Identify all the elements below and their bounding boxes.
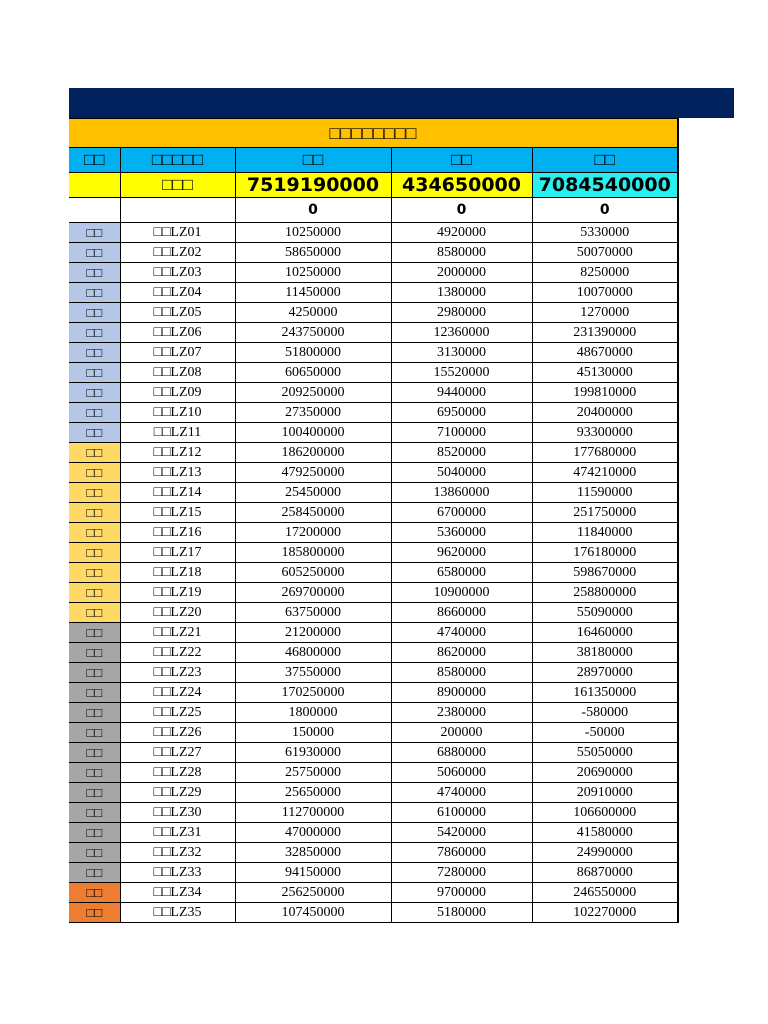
row-col1-cell[interactable]: 47000000 [235,823,391,843]
row-col1-cell[interactable]: 61930000 [235,743,391,763]
row-region-cell[interactable]: □□ [69,383,120,403]
row-code-cell[interactable]: □□LZ15 [120,503,235,523]
row-col1-cell[interactable]: 46800000 [235,643,391,663]
row-code-cell[interactable]: □□LZ17 [120,543,235,563]
row-col3-cell[interactable]: 24990000 [532,843,678,863]
row-col3-cell[interactable]: -580000 [532,703,678,723]
row-region-cell[interactable]: □□ [69,503,120,523]
row-code-cell[interactable]: □□LZ26 [120,723,235,743]
row-region-cell[interactable]: □□ [69,543,120,563]
row-col1-cell[interactable]: 32850000 [235,843,391,863]
header-code[interactable]: □□□□□ [120,148,235,173]
row-col3-cell[interactable]: 86870000 [532,863,678,883]
row-col2-cell[interactable]: 9700000 [391,883,532,903]
row-region-cell[interactable]: □□ [69,643,120,663]
row-col3-cell[interactable]: 20400000 [532,403,678,423]
row-code-cell[interactable]: □□LZ13 [120,463,235,483]
table-row [69,503,678,523]
row-region-cell[interactable]: □□ [69,423,120,443]
total-col2[interactable]: 434650000 [391,173,532,198]
table-row [69,783,678,803]
row-col1-cell[interactable]: 107450000 [235,903,391,923]
row-col3-cell[interactable]: 11840000 [532,523,678,543]
row-col2-cell[interactable]: 6880000 [391,743,532,763]
table-row [69,583,678,603]
row-col2-cell[interactable]: 12360000 [391,323,532,343]
total-blank-cell[interactable] [69,173,120,198]
row-code-cell[interactable]: □□LZ24 [120,683,235,703]
table-row [69,543,678,563]
row-region-cell[interactable]: □□ [69,883,120,903]
subtotal-row [69,198,678,223]
row-code-cell[interactable]: □□LZ16 [120,523,235,543]
row-col2-cell[interactable]: 4740000 [391,623,532,643]
row-col3-cell[interactable]: 251750000 [532,503,678,523]
row-col1-cell[interactable]: 258450000 [235,503,391,523]
table-row [69,623,678,643]
row-region-cell[interactable]: □□ [69,583,120,603]
table-row [69,463,678,483]
row-code-cell[interactable]: □□LZ14 [120,483,235,503]
subtotal-blank-cell[interactable] [69,198,120,223]
table-row [69,643,678,663]
row-col3-cell[interactable]: 199810000 [532,383,678,403]
row-region-cell[interactable]: □□ [69,263,120,283]
table-title: □□□□□□□□ [69,119,678,148]
row-region-cell[interactable]: □□ [69,323,120,343]
table-row [69,823,678,843]
row-col3-cell[interactable]: 1270000 [532,303,678,323]
row-region-cell[interactable]: □□ [69,623,120,643]
row-col3-cell[interactable]: 28970000 [532,663,678,683]
table-row [69,703,678,723]
row-col2-cell[interactable]: 7860000 [391,843,532,863]
row-col3-cell[interactable]: 106600000 [532,803,678,823]
row-col1-cell[interactable]: 112700000 [235,803,391,823]
row-region-cell[interactable]: □□ [69,803,120,823]
row-col3-cell[interactable]: 20910000 [532,783,678,803]
row-code-cell[interactable]: □□LZ25 [120,703,235,723]
header-col1[interactable]: □□ [235,148,391,173]
row-code-cell[interactable]: □□LZ33 [120,863,235,883]
row-col2-cell[interactable]: 3130000 [391,343,532,363]
subtotal-col3[interactable]: 0 [532,198,678,223]
row-code-cell[interactable]: □□LZ30 [120,803,235,823]
row-region-cell[interactable]: □□ [69,403,120,423]
row-region-cell[interactable]: □□ [69,723,120,743]
row-region-cell[interactable]: □□ [69,563,120,583]
row-col2-cell[interactable]: 2380000 [391,703,532,723]
table-row [69,323,678,343]
table-row [69,383,678,403]
row-col2-cell[interactable]: 8620000 [391,643,532,663]
row-col1-cell[interactable]: 4250000 [235,303,391,323]
row-col2-cell[interactable]: 6950000 [391,403,532,423]
row-region-cell[interactable]: □□ [69,223,120,243]
row-col2-cell[interactable]: 7100000 [391,423,532,443]
row-code-cell[interactable]: □□LZ31 [120,823,235,843]
row-col2-cell[interactable]: 8900000 [391,683,532,703]
row-col2-cell[interactable]: 2980000 [391,303,532,323]
row-col1-cell[interactable]: 150000 [235,723,391,743]
row-col3-cell[interactable]: 5330000 [532,223,678,243]
row-col3-cell[interactable]: 93300000 [532,423,678,443]
table-row [69,743,678,763]
row-col2-cell[interactable]: 13860000 [391,483,532,503]
row-col1-cell[interactable]: 10250000 [235,263,391,283]
row-col1-cell[interactable]: 10250000 [235,223,391,243]
row-col1-cell[interactable]: 25750000 [235,763,391,783]
table-row [69,843,678,863]
row-code-cell[interactable]: □□LZ04 [120,283,235,303]
table-row [69,363,678,383]
row-col3-cell[interactable]: 50070000 [532,243,678,263]
table-row [69,683,678,703]
row-region-cell[interactable]: □□ [69,663,120,683]
subtotal-col1[interactable]: 0 [235,198,391,223]
row-col3-cell[interactable]: 176180000 [532,543,678,563]
table-row [69,903,678,923]
row-col1-cell[interactable]: 1800000 [235,703,391,723]
row-col3-cell[interactable]: -50000 [532,723,678,743]
row-region-cell[interactable]: □□ [69,703,120,723]
row-col1-cell[interactable]: 25650000 [235,783,391,803]
row-col3-cell[interactable]: 48670000 [532,343,678,363]
header-region[interactable]: □□ [69,148,120,173]
row-code-cell[interactable]: □□LZ01 [120,223,235,243]
row-region-cell[interactable]: □□ [69,843,120,863]
row-region-cell[interactable]: □□ [69,743,120,763]
row-col3-cell[interactable]: 20690000 [532,763,678,783]
row-code-cell[interactable]: □□LZ11 [120,423,235,443]
row-col2-cell[interactable]: 8520000 [391,443,532,463]
row-col3-cell[interactable]: 11590000 [532,483,678,503]
table-row [69,303,678,323]
row-code-cell[interactable]: □□LZ09 [120,383,235,403]
row-col1-cell[interactable]: 94150000 [235,863,391,883]
row-code-cell[interactable]: □□LZ19 [120,583,235,603]
table-row [69,243,678,263]
row-col1-cell[interactable]: 17200000 [235,523,391,543]
row-code-cell[interactable]: □□LZ10 [120,403,235,423]
table-row [69,443,678,463]
row-code-cell[interactable]: □□LZ21 [120,623,235,643]
row-col1-cell[interactable]: 25450000 [235,483,391,503]
table-row [69,223,678,243]
row-region-cell[interactable]: □□ [69,863,120,883]
row-code-cell[interactable]: □□LZ02 [120,243,235,263]
row-col3-cell[interactable]: 177680000 [532,443,678,463]
row-col2-cell[interactable]: 10900000 [391,583,532,603]
row-code-cell[interactable]: □□LZ06 [120,323,235,343]
row-region-cell[interactable]: □□ [69,243,120,263]
row-region-cell[interactable]: □□ [69,283,120,303]
row-col1-cell[interactable]: 63750000 [235,603,391,623]
table-row [69,723,678,743]
table-row [69,403,678,423]
row-col3-cell[interactable]: 231390000 [532,323,678,343]
row-code-cell[interactable]: □□LZ22 [120,643,235,663]
row-region-cell[interactable]: □□ [69,523,120,543]
row-col2-cell[interactable]: 4740000 [391,783,532,803]
table-row [69,523,678,543]
row-code-cell[interactable]: □□LZ03 [120,263,235,283]
table-row [69,603,678,623]
header-col3[interactable]: □□ [532,148,678,173]
row-region-cell[interactable]: □□ [69,763,120,783]
row-region-cell[interactable]: □□ [69,903,120,923]
row-col2-cell[interactable]: 5360000 [391,523,532,543]
row-code-cell[interactable]: □□LZ23 [120,663,235,683]
row-col1-cell[interactable]: 27350000 [235,403,391,423]
table-row [69,663,678,683]
row-col3-cell[interactable]: 161350000 [532,683,678,703]
row-code-cell[interactable]: □□LZ08 [120,363,235,383]
row-col2-cell[interactable]: 8660000 [391,603,532,623]
row-col3-cell[interactable]: 16460000 [532,623,678,643]
row-code-cell[interactable]: □□LZ27 [120,743,235,763]
table-row [69,423,678,443]
row-col1-cell[interactable]: 479250000 [235,463,391,483]
row-col3-cell[interactable]: 8250000 [532,263,678,283]
table-row [69,803,678,823]
header-col2[interactable]: □□ [391,148,532,173]
row-col3-cell[interactable]: 10070000 [532,283,678,303]
row-col1-cell[interactable]: 100400000 [235,423,391,443]
row-region-cell[interactable]: □□ [69,463,120,483]
row-col3-cell[interactable]: 102270000 [532,903,678,923]
row-code-cell[interactable]: □□LZ07 [120,343,235,363]
total-col3[interactable]: 7084540000 [532,173,678,198]
row-code-cell[interactable]: □□LZ35 [120,903,235,923]
header-row [69,148,678,173]
row-col3-cell[interactable]: 474210000 [532,463,678,483]
row-col2-cell[interactable]: 4920000 [391,223,532,243]
row-col1-cell[interactable]: 605250000 [235,563,391,583]
row-region-cell[interactable]: □□ [69,343,120,363]
row-code-cell[interactable]: □□LZ28 [120,763,235,783]
table-row [69,343,678,363]
row-col2-cell[interactable]: 6580000 [391,563,532,583]
row-col1-cell[interactable]: 243750000 [235,323,391,343]
total-label[interactable]: □□□ [120,173,235,198]
row-col1-cell[interactable]: 185800000 [235,543,391,563]
row-col1-cell[interactable]: 186200000 [235,443,391,463]
row-col1-cell[interactable]: 51800000 [235,343,391,363]
row-col1-cell[interactable]: 60650000 [235,363,391,383]
row-region-cell[interactable]: □□ [69,783,120,803]
row-region-cell[interactable]: □□ [69,303,120,323]
row-col2-cell[interactable]: 5420000 [391,823,532,843]
subtotal-col2[interactable]: 0 [391,198,532,223]
row-code-cell[interactable]: □□LZ20 [120,603,235,623]
row-col1-cell[interactable]: 37550000 [235,663,391,683]
row-code-cell[interactable]: □□LZ18 [120,563,235,583]
row-col3-cell[interactable]: 258800000 [532,583,678,603]
row-col3-cell[interactable]: 598670000 [532,563,678,583]
row-region-cell[interactable]: □□ [69,443,120,463]
row-col2-cell[interactable]: 2000000 [391,263,532,283]
row-code-cell[interactable]: □□LZ12 [120,443,235,463]
title-banner [69,88,734,118]
total-col1[interactable]: 7519190000 [235,173,391,198]
row-col3-cell[interactable]: 38180000 [532,643,678,663]
table-row [69,483,678,503]
row-col2-cell[interactable]: 5060000 [391,763,532,783]
row-col2-cell[interactable]: 5180000 [391,903,532,923]
row-col1-cell[interactable]: 256250000 [235,883,391,903]
row-col3-cell[interactable]: 55090000 [532,603,678,623]
row-col3-cell[interactable]: 41580000 [532,823,678,843]
row-code-cell[interactable]: □□LZ29 [120,783,235,803]
row-col2-cell[interactable]: 200000 [391,723,532,743]
table-row [69,263,678,283]
table-row [69,763,678,783]
row-col1-cell[interactable]: 11450000 [235,283,391,303]
row-code-cell[interactable]: □□LZ05 [120,303,235,323]
table-row [69,563,678,583]
row-region-cell[interactable]: □□ [69,483,120,503]
row-region-cell[interactable]: □□ [69,823,120,843]
row-col3-cell[interactable]: 246550000 [532,883,678,903]
row-col2-cell[interactable]: 5040000 [391,463,532,483]
row-code-cell[interactable]: □□LZ34 [120,883,235,903]
row-region-cell[interactable]: □□ [69,603,120,623]
row-region-cell[interactable]: □□ [69,363,120,383]
row-col1-cell[interactable]: 170250000 [235,683,391,703]
table-row [69,283,678,303]
table-row [69,883,678,903]
row-col1-cell[interactable]: 58650000 [235,243,391,263]
table-title-row [69,119,678,148]
row-col2-cell[interactable]: 9620000 [391,543,532,563]
row-col2-cell[interactable]: 7280000 [391,863,532,883]
subtotal-blank-label[interactable] [120,198,235,223]
row-col2-cell[interactable]: 6100000 [391,803,532,823]
row-col1-cell[interactable]: 209250000 [235,383,391,403]
row-col2-cell[interactable]: 8580000 [391,663,532,683]
row-region-cell[interactable]: □□ [69,683,120,703]
row-col1-cell[interactable]: 21200000 [235,623,391,643]
total-row [69,173,678,198]
row-col2-cell[interactable]: 8580000 [391,243,532,263]
row-col2-cell[interactable]: 15520000 [391,363,532,383]
table-row [69,863,678,883]
row-col3-cell[interactable]: 55050000 [532,743,678,763]
row-col3-cell[interactable]: 45130000 [532,363,678,383]
data-table [69,118,679,923]
row-col1-cell[interactable]: 269700000 [235,583,391,603]
row-col2-cell[interactable]: 9440000 [391,383,532,403]
row-col2-cell[interactable]: 1380000 [391,283,532,303]
row-col2-cell[interactable]: 6700000 [391,503,532,523]
row-code-cell[interactable]: □□LZ32 [120,843,235,863]
